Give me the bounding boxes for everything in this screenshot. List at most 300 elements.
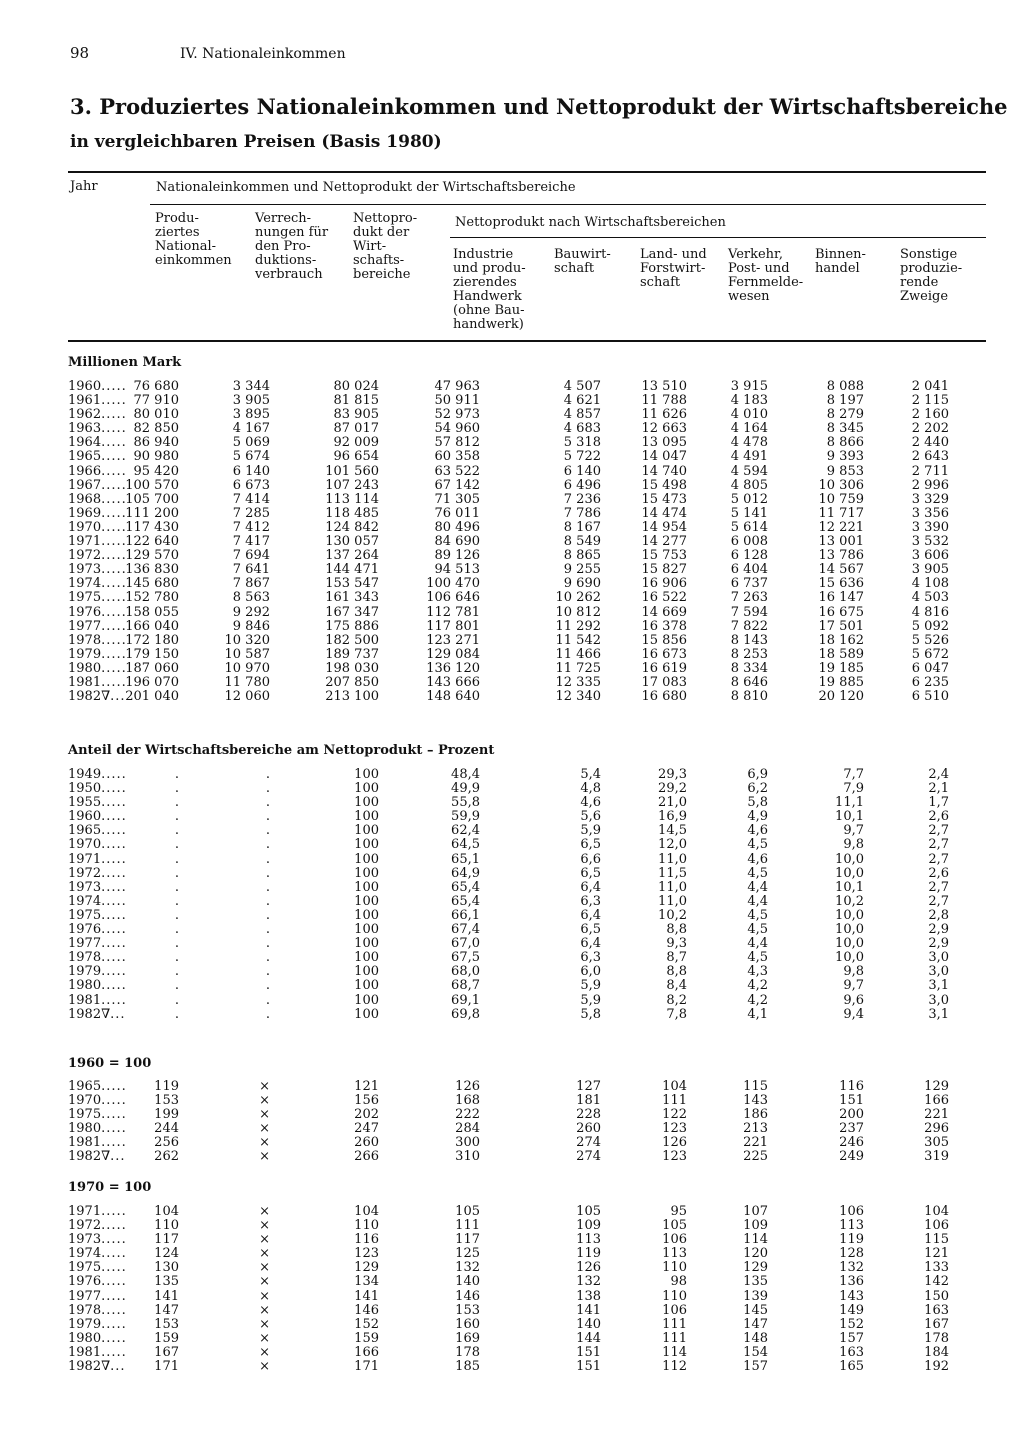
- table-cell: 5,9: [580, 978, 601, 994]
- table-cell: 8 279: [826, 407, 864, 423]
- running-title: IV. Nationaleinkommen: [180, 46, 346, 62]
- table-cell: .: [265, 879, 270, 895]
- year-cell: 1963.....: [68, 421, 127, 437]
- table-cell: 106 646: [426, 590, 480, 606]
- table-cell: 136 830: [125, 562, 179, 578]
- table-cell: 4,4: [747, 879, 768, 895]
- table-cell: 21,0: [658, 795, 687, 811]
- table-row: [0, 1219, 1024, 1233]
- year-cell: 1982∇...: [68, 1006, 126, 1022]
- table-cell: 4,2: [747, 992, 768, 1008]
- table-cell: .: [174, 879, 179, 895]
- table-cell: 5 069: [232, 435, 270, 451]
- table-cell: 14 047: [641, 449, 687, 465]
- table-cell: 6 737: [730, 576, 768, 592]
- table-cell: 15 827: [641, 562, 687, 578]
- table-cell: 8 197: [826, 393, 864, 409]
- table-cell: 200: [839, 1107, 864, 1123]
- table-cell: 3 532: [911, 534, 949, 550]
- table-cell: .: [265, 893, 270, 909]
- table-cell: 7 641: [232, 562, 270, 578]
- table-cell: 3 390: [911, 519, 949, 535]
- year-cell: 1960.....: [68, 809, 127, 825]
- table-cell: 8 549: [563, 534, 601, 550]
- table-row: [0, 1233, 1024, 1247]
- table-cell: 140: [576, 1316, 601, 1332]
- table-cell: 186: [743, 1107, 768, 1123]
- table-cell: 4,5: [747, 922, 768, 938]
- table-row: [0, 768, 1024, 782]
- table-cell: 111: [662, 1316, 687, 1332]
- table-cell: 18 589: [818, 646, 864, 662]
- table-cell: 10 306: [818, 477, 864, 493]
- table-row: [0, 408, 1024, 422]
- table-cell: 3 606: [911, 548, 949, 564]
- table-cell: .: [265, 851, 270, 867]
- year-cell: 1962.....: [68, 407, 127, 423]
- table-cell: 4,2: [747, 978, 768, 994]
- table-cell: 54 960: [434, 421, 480, 437]
- year-cell: 1973.....: [68, 562, 127, 578]
- table-cell: 11,0: [658, 851, 687, 867]
- year-cell: 1967.....: [68, 477, 127, 493]
- table-cell: 8 345: [826, 421, 864, 437]
- table-cell: 152: [354, 1316, 379, 1332]
- table-cell: 3 905: [911, 562, 949, 578]
- table-cell: 305: [924, 1135, 949, 1151]
- table-subtitle: in vergleichbaren Preisen (Basis 1980): [70, 132, 442, 152]
- table-cell: 121: [924, 1246, 949, 1262]
- table-cell: 119: [154, 1079, 179, 1094]
- table-cell: 3 915: [730, 379, 768, 394]
- table-cell: 11 788: [641, 393, 687, 409]
- table-row: [0, 606, 1024, 620]
- table-cell: .: [174, 767, 179, 782]
- table-cell: 2 440: [911, 435, 949, 451]
- table-row: [0, 1080, 1024, 1094]
- table-cell: 83 905: [333, 407, 379, 423]
- table-cell: 16 675: [818, 604, 864, 620]
- header-bottom-rule: [68, 340, 986, 342]
- table-cell: 100: [354, 964, 379, 980]
- table-cell: 142: [924, 1274, 949, 1290]
- table-cell: 130 057: [325, 534, 379, 550]
- table-cell: ×: [259, 1359, 270, 1375]
- table-cell: 148 640: [426, 689, 480, 705]
- table-cell: 2,6: [928, 865, 949, 881]
- table-cell: 10 320: [224, 632, 270, 648]
- table-cell: 141: [354, 1288, 379, 1304]
- table-cell: 9 846: [232, 618, 270, 634]
- table-cell: ×: [259, 1302, 270, 1318]
- table-row: [0, 1247, 1024, 1261]
- table-cell: .: [174, 865, 179, 881]
- table-cell: 159: [154, 1330, 179, 1346]
- table-cell: 124 842: [325, 519, 379, 535]
- table-cell: 2 643: [911, 449, 949, 465]
- table-cell: 110: [154, 1218, 179, 1234]
- table-cell: 9 690: [563, 576, 601, 592]
- table-row: [0, 1205, 1024, 1219]
- table-cell: .: [265, 809, 270, 825]
- table-cell: 166: [354, 1344, 379, 1360]
- table-cell: 178: [455, 1344, 480, 1360]
- table-cell: 65,1: [451, 851, 480, 867]
- table-cell: 16 673: [641, 646, 687, 662]
- table-cell: 225: [743, 1149, 768, 1165]
- table-cell: 11 542: [555, 632, 601, 648]
- table-cell: 92 009: [333, 435, 379, 451]
- table-cell: 7 786: [563, 505, 601, 521]
- table-cell: 169: [455, 1330, 480, 1346]
- table-block-1960-index: [0, 1080, 1024, 1165]
- table-row: [0, 838, 1024, 852]
- table-cell: 5,9: [580, 992, 601, 1008]
- page-number: 98: [70, 44, 90, 62]
- table-cell: 4,3: [747, 964, 768, 980]
- table-row: [0, 867, 1024, 881]
- table-cell: 5,8: [580, 1006, 601, 1022]
- table-cell: .: [174, 907, 179, 923]
- table-cell: .: [265, 992, 270, 1008]
- table-cell: 10,0: [835, 950, 864, 966]
- table-cell: 82 850: [133, 421, 179, 437]
- year-cell: 1978.....: [68, 1302, 127, 1318]
- table-cell: 132: [576, 1274, 601, 1290]
- table-cell: 16 522: [641, 590, 687, 606]
- table-cell: 7 417: [232, 534, 270, 550]
- table-cell: 81 815: [333, 393, 379, 409]
- table-cell: 10,0: [835, 907, 864, 923]
- table-cell: 15 636: [818, 576, 864, 592]
- table-cell: 1,7: [928, 795, 949, 811]
- table-cell: 4 503: [911, 590, 949, 606]
- table-cell: 15 753: [641, 548, 687, 564]
- table-cell: 104: [354, 1204, 379, 1219]
- table-cell: 4 857: [563, 407, 601, 423]
- table-cell: 67,5: [451, 950, 480, 966]
- table-cell: 167: [154, 1344, 179, 1360]
- table-cell: 5,4: [580, 767, 601, 782]
- table-cell: 95 420: [133, 463, 179, 479]
- table-cell: 16 680: [641, 689, 687, 705]
- year-cell: 1974.....: [68, 1246, 127, 1262]
- table-cell: 110: [662, 1260, 687, 1276]
- year-cell: 1977.....: [68, 618, 127, 634]
- table-row: [0, 549, 1024, 563]
- table-cell: 136 120: [426, 660, 480, 676]
- year-cell: 1976.....: [68, 1274, 127, 1290]
- table-cell: 119: [576, 1246, 601, 1262]
- table-cell: 2,8: [928, 907, 949, 923]
- year-cell: 1970.....: [68, 519, 127, 535]
- table-cell: 119: [839, 1232, 864, 1248]
- year-cell: 1981.....: [68, 1344, 127, 1360]
- header-col-nettoprodukt: Nettopro- dukt der Wirt- schafts- bereiche: [353, 211, 418, 282]
- table-cell: 112 781: [426, 604, 480, 620]
- table-cell: 7 867: [232, 576, 270, 592]
- table-cell: 6 404: [730, 562, 768, 578]
- table-cell: 106: [662, 1302, 687, 1318]
- year-cell: 1968.....: [68, 491, 127, 507]
- table-cell: 175 886: [325, 618, 379, 634]
- year-cell: 1972.....: [68, 548, 127, 564]
- year-cell: 1981.....: [68, 992, 127, 1008]
- table-cell: 3,1: [928, 1006, 949, 1022]
- year-cell: 1982∇...: [68, 1359, 126, 1375]
- year-cell: 1971.....: [68, 851, 127, 867]
- table-cell: 166 040: [125, 618, 179, 634]
- table-cell: 2,6: [928, 809, 949, 825]
- table-cell: 12,0: [658, 837, 687, 853]
- table-cell: 9,3: [666, 936, 687, 952]
- table-cell: 29,2: [658, 781, 687, 797]
- table-cell: 104: [662, 1079, 687, 1094]
- table-cell: 5,9: [580, 823, 601, 839]
- table-cell: 80 024: [333, 379, 379, 394]
- table-cell: 7 594: [730, 604, 768, 620]
- table-cell: 10,1: [835, 879, 864, 895]
- header-subgroup: Nettoprodukt nach Wirtschaftsbereichen: [455, 215, 726, 230]
- table-cell: 182 500: [325, 632, 379, 648]
- year-cell: 1955.....: [68, 795, 127, 811]
- table-cell: 100: [354, 837, 379, 853]
- table-cell: 160: [455, 1316, 480, 1332]
- table-row: [0, 1332, 1024, 1346]
- table-cell: 6,4: [580, 879, 601, 895]
- header-col-bauwirtschaft: Bauwirt- schaft: [554, 247, 611, 276]
- table-cell: 4 183: [730, 393, 768, 409]
- table-cell: 6,3: [580, 950, 601, 966]
- table-cell: 106: [662, 1232, 687, 1248]
- table-cell: 256: [154, 1135, 179, 1151]
- year-cell: 1980.....: [68, 660, 127, 676]
- year-cell: 1960.....: [68, 379, 127, 394]
- table-cell: .: [265, 936, 270, 952]
- table-cell: .: [174, 795, 179, 811]
- table-cell: 9,8: [843, 964, 864, 980]
- table-cell: 101 560: [325, 463, 379, 479]
- section-title-millionen-mark: Millionen Mark: [68, 355, 182, 370]
- table-cell: ×: [259, 1149, 270, 1165]
- table-cell: 8,2: [666, 992, 687, 1008]
- table-cell: 76 680: [133, 379, 179, 394]
- table-cell: 153 547: [325, 576, 379, 592]
- table-cell: 59,9: [451, 809, 480, 825]
- table-cell: 10 587: [224, 646, 270, 662]
- table-cell: 2 115: [911, 393, 949, 409]
- table-cell: .: [174, 781, 179, 797]
- table-cell: 4,5: [747, 907, 768, 923]
- table-cell: 6 047: [911, 660, 949, 676]
- table-cell: 157: [743, 1359, 768, 1375]
- table-cell: 98: [670, 1274, 687, 1290]
- table-cell: 90 980: [133, 449, 179, 465]
- table-cell: 4,4: [747, 893, 768, 909]
- table-cell: 109: [576, 1218, 601, 1234]
- table-cell: 100: [354, 1006, 379, 1022]
- table-cell: 6 496: [563, 477, 601, 493]
- table-cell: 300: [455, 1135, 480, 1151]
- table-cell: 63 522: [434, 463, 480, 479]
- table-cell: 266: [354, 1149, 379, 1165]
- table-cell: 80 496: [434, 519, 480, 535]
- table-cell: 6 673: [232, 477, 270, 493]
- table-cell: 4 167: [232, 421, 270, 437]
- table-cell: 49,9: [451, 781, 480, 797]
- table-cell: 6 140: [232, 463, 270, 479]
- table-cell: 2 711: [911, 463, 949, 479]
- table-cell: 11 626: [641, 407, 687, 423]
- year-cell: 1980.....: [68, 1121, 127, 1137]
- table-cell: 68,0: [451, 964, 480, 980]
- table-cell: 100: [354, 922, 379, 938]
- table-cell: 147: [154, 1302, 179, 1318]
- table-cell: 122: [662, 1107, 687, 1123]
- table-cell: 167 347: [325, 604, 379, 620]
- table-cell: 123: [354, 1246, 379, 1262]
- table-cell: 14 474: [641, 505, 687, 521]
- table-cell: 11 717: [818, 505, 864, 521]
- table-cell: .: [174, 978, 179, 994]
- header-col-verrechnungen: Verrech- nungen für den Pro- duktions- verbrauch: [255, 211, 329, 282]
- table-cell: 8 143: [730, 632, 768, 648]
- table-cell: 228: [576, 1107, 601, 1123]
- table-cell: 10 970: [224, 660, 270, 676]
- table-cell: 165: [839, 1359, 864, 1375]
- table-cell: 7 694: [232, 548, 270, 564]
- table-cell: 2,9: [928, 922, 949, 938]
- table-cell: 221: [743, 1135, 768, 1151]
- table-cell: .: [174, 964, 179, 980]
- table-cell: .: [174, 809, 179, 825]
- table-cell: 29,3: [658, 767, 687, 782]
- table-cell: 4,4: [747, 936, 768, 952]
- year-cell: 1971.....: [68, 1204, 127, 1219]
- table-cell: 11,1: [835, 795, 864, 811]
- table-cell: 2,7: [928, 851, 949, 867]
- table-cell: 151: [839, 1093, 864, 1109]
- table-cell: 107: [743, 1204, 768, 1219]
- table-cell: 2 041: [911, 379, 949, 394]
- table-cell: 4,1: [747, 1006, 768, 1022]
- table-cell: 107 243: [325, 477, 379, 493]
- table-cell: 10 812: [555, 604, 601, 620]
- table-cell: 199: [154, 1107, 179, 1123]
- table-cell: 9 255: [563, 562, 601, 578]
- table-cell: 113: [662, 1246, 687, 1262]
- table-cell: 6,4: [580, 907, 601, 923]
- table-cell: 100: [354, 907, 379, 923]
- year-cell: 1972.....: [68, 865, 127, 881]
- table-cell: 135: [154, 1274, 179, 1290]
- year-cell: 1975.....: [68, 590, 127, 606]
- table-cell: 10,1: [835, 809, 864, 825]
- table-row: [0, 1136, 1024, 1150]
- year-cell: 1971.....: [68, 534, 127, 550]
- table-row: [0, 662, 1024, 676]
- table-cell: 100 470: [426, 576, 480, 592]
- table-cell: 150: [924, 1288, 949, 1304]
- table-cell: .: [265, 767, 270, 782]
- table-row: [0, 937, 1024, 951]
- table-cell: 2,7: [928, 893, 949, 909]
- table-cell: 6 510: [911, 689, 949, 705]
- table-cell: 19 185: [818, 660, 864, 676]
- table-cell: 118 485: [325, 505, 379, 521]
- table-cell: ×: [259, 1330, 270, 1346]
- year-cell: 1981.....: [68, 1135, 127, 1151]
- table-row: [0, 380, 1024, 394]
- table-cell: 7 285: [232, 505, 270, 521]
- header-col-industrie: Industrie und produ- zierendes Handwerk (ohne Bau- handwerk): [453, 247, 526, 332]
- table-cell: 116: [839, 1079, 864, 1094]
- table-cell: 319: [924, 1149, 949, 1165]
- year-cell: 1965.....: [68, 823, 127, 839]
- table-cell: 132: [839, 1260, 864, 1276]
- table-cell: 100: [354, 809, 379, 825]
- table-cell: 104: [154, 1204, 179, 1219]
- table-cell: 6,4: [580, 936, 601, 952]
- table-cell: 7 263: [730, 590, 768, 606]
- table-cell: 157: [839, 1330, 864, 1346]
- table-cell: .: [174, 823, 179, 839]
- table-cell: 76 011: [434, 505, 480, 521]
- table-cell: 196 070: [125, 674, 179, 690]
- table-row: [0, 577, 1024, 591]
- table-cell: 10 262: [555, 590, 601, 606]
- table-cell: 13 510: [641, 379, 687, 394]
- table-cell: 100: [354, 978, 379, 994]
- table-cell: .: [265, 837, 270, 853]
- table-row: [0, 881, 1024, 895]
- table-cell: 11 725: [555, 660, 601, 676]
- table-cell: 159: [354, 1330, 379, 1346]
- table-row: [0, 965, 1024, 979]
- table-cell: 112: [662, 1359, 687, 1375]
- table-cell: 244: [154, 1121, 179, 1137]
- table-cell: 5 318: [563, 435, 601, 451]
- table-cell: 100: [354, 950, 379, 966]
- table-cell: 113: [839, 1218, 864, 1234]
- table-cell: 13 095: [641, 435, 687, 451]
- table-cell: 122 640: [125, 534, 179, 550]
- table-cell: 86 940: [133, 435, 179, 451]
- year-cell: 1961.....: [68, 393, 127, 409]
- table-cell: 141: [576, 1302, 601, 1318]
- table-cell: 100: [354, 851, 379, 867]
- year-cell: 1969.....: [68, 505, 127, 521]
- table-row: [0, 436, 1024, 450]
- table-cell: 16 147: [818, 590, 864, 606]
- table-cell: 8 563: [232, 590, 270, 606]
- table-cell: 11,0: [658, 893, 687, 909]
- table-cell: 117: [154, 1232, 179, 1248]
- table-cell: .: [174, 992, 179, 1008]
- table-cell: ×: [259, 1274, 270, 1290]
- table-cell: .: [265, 795, 270, 811]
- table-cell: 9,7: [843, 823, 864, 839]
- table-cell: 105 700: [125, 491, 179, 507]
- table-row: [0, 422, 1024, 436]
- table-cell: 145 680: [125, 576, 179, 592]
- table-cell: .: [265, 1006, 270, 1022]
- table-cell: 151: [576, 1344, 601, 1360]
- table-cell: 2 202: [911, 421, 949, 437]
- table-cell: 15 856: [641, 632, 687, 648]
- table-row: [0, 1360, 1024, 1374]
- table-row: [0, 634, 1024, 648]
